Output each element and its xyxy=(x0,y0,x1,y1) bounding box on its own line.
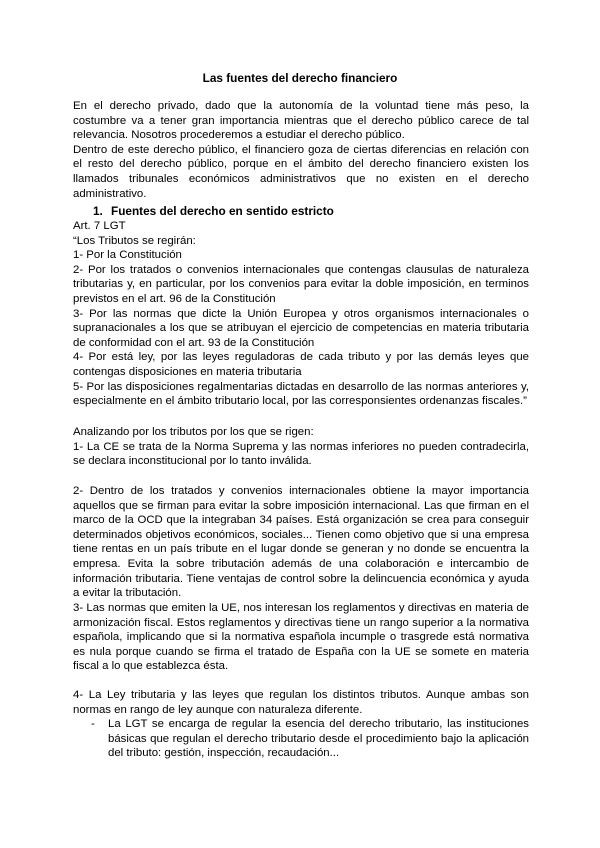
article-item-3: 3- Por las normas que dicte la Unión Europea y otros organismos internacionales o supranacionales a los que se atribuyan el ejercicio de competencias en materia tributaria de conformidad con el art. 93 de la Constitución xyxy=(73,307,529,349)
article-item-1: 1- Por la Constitución xyxy=(73,249,182,262)
analysis-paragraph-2: 2- Dentro de los tratados y convenios internacionales obtiene la mayor importancia aquellos que se firman para evitar la sobre imposición internacional. Las que firman en el marco de la OCD que la integraban 34 países. Está organización se crea para conseguir determinados objetivos económicos, sociales... Tienen como objetivo que si una empresa tiene rentas en un país tribute en el lugar donde se generan y no donde se encuentra la empresa. Evita la sobre tributación además de una colaboración e intercambio de información tributaria. Tiene ventajas de control sobre la delincuencia económica y ayuda a evitar la tributación. xyxy=(73,485,529,600)
intro-paragraph xyxy=(73,99,529,201)
section-heading-text: Fuentes del derecho en sentido estricto xyxy=(111,204,334,218)
analysis-intro-block xyxy=(73,425,529,469)
bullet-marker: - xyxy=(91,718,95,730)
bullet-text: La LGT se encarga de regular la esencia del derecho tributario, las instituciones básicas que regulan el derecho tributario desde el procedimiento bajo la aplicación del tributo: gestión, inspección, recaudación... xyxy=(108,718,529,760)
section-number: 1. xyxy=(93,204,103,218)
intro-paragraph-2: Dentro de este derecho público, el financiero goza de ciertas diferencias en relación con el resto del derecho público, porque en el ámbito del derecho financiero existen los llamados tribunales económicos administrativos que no existen en el derecho administrativo. xyxy=(73,143,529,200)
analysis-intro: Analizando por los tributos por los que se rigen: xyxy=(73,426,314,438)
analysis-paragraph-4: 4- La Ley tributaria y las leyes que regulan los distintos tributos. Aunque ambas son normas en rango de ley aunque con naturaleza diferente. xyxy=(73,689,529,716)
document-title: Las fuentes del derecho financiero xyxy=(202,71,398,85)
intro-paragraph-1: En el derecho privado, dado que la autonomía de la voluntad tiene más peso, la costumbre va a tener gran importancia mientras que el derecho público carece de tal relevancia. Nosotros procederemos a estudiar el derecho público. xyxy=(73,100,529,142)
article-item-2: 2- Por los tratados o convenios internacionales que contengas clausulas de naturaleza tributarias y, en particular, por los convenios para evitar la doble imposición, en terminos previstos en el art. 96 de la Constitución xyxy=(73,263,529,305)
article-reference: Art. 7 LGT xyxy=(73,220,126,232)
section-heading xyxy=(93,204,334,219)
article-item-4: 4- Por está ley, por las leyes reguladoras de cada tributo y por las demás leyes que contengas disposiciones en materia tributaria xyxy=(73,351,529,378)
article-item-5: 5- Por las disposiciones regalmentarias dictadas en desarrollo de las normas anteriores y, especialmente en el ámbito tributario local, por las corresponsientes ordenanzas fiscales.” xyxy=(73,380,529,408)
analysis-paragraph-3: 3- Las normas que emiten la UE, nos interesan los reglamentos y directivas en materia de armonización fiscal. Estos reglamentos y directivas tiene un rango superior a la normativa española, implicando que si la normativa española incumple o trasgrede está normativa es nula porque cuando se firma el tratado de España con la UE se somete en materia fiscal a lo que establezca ésta. xyxy=(73,602,529,673)
analysis-paragraph-1: 1- La CE se trata de la Norma Suprema y las normas inferiores no pueden contradecirla, se declara inconstitucional por lo tanto inválida. xyxy=(73,440,529,468)
quote-intro: “Los Tributos se regirán: xyxy=(73,234,196,247)
article-block xyxy=(73,219,529,409)
